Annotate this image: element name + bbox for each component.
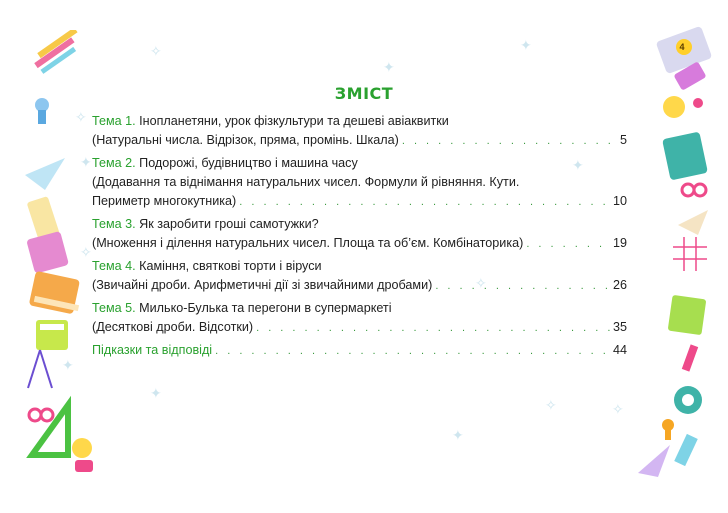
toc-entry-topic-2[interactable] [92,154,627,212]
set-square-icon [32,405,68,455]
sparkle-icon: ✧ [545,397,557,413]
hints-label: Підказки та відповіді [92,343,213,357]
page-number: 35 [612,320,627,334]
topic-number: Тема 4. [92,259,136,273]
topic-subtitle: (Множення і ділення натуральних чисел. Площа та об’єм. Комбінаторика) [92,236,524,250]
emoji-icon [72,438,92,458]
sparkle-icon: ✦ [520,37,532,53]
dot-leader [526,235,610,254]
dot-leader [435,277,610,296]
paper-plane-icon [678,210,708,235]
topic-title: Милько-Булька та перегони в супермаркеті [135,301,392,315]
paper-plane-icon [638,445,670,477]
sparkle-icon: ✧ [612,401,624,417]
page-number: 44 [612,343,627,357]
notebook-icon [26,231,69,274]
sparkle-icon: ✦ [80,154,92,170]
sparkle-icon: ✦ [452,427,464,443]
sparkle-icon: ✦ [572,157,584,173]
marker-icon [682,344,698,371]
pushpin-icon [662,419,674,440]
topic-number: Тема 1. [92,114,136,128]
toc-entry-topic-3[interactable] [92,215,627,254]
book-icon [29,271,80,315]
page-number: 5 [619,133,627,147]
topic-subtitle: (Звичайні дроби. Арифметичні дії зі звичайними дробами) [92,278,433,292]
toc-entry-topic-1[interactable] [92,112,627,151]
sparkle-icon: ✧ [80,244,92,260]
dot-leader [215,342,610,361]
highlighter-icon [674,434,698,466]
topic-title: Каміння, святкові торти і віруси [135,259,322,273]
sparkle-icon: ✧ [475,275,487,291]
sharpener-icon [674,386,702,414]
sparkle-icon: ✧ [150,43,162,59]
page-number: 10 [612,194,627,208]
topic-number: Тема 5. [92,301,136,315]
eraser-icon [75,460,93,472]
topic-title: Подорожі, будівництво і машина часу [135,156,358,170]
topic-title: Як заробити гроші самотужки? [135,217,319,231]
page-number: 26 [612,278,627,292]
sparkle-icon: ✦ [150,385,162,401]
topic-subtitle: (Додавання та віднімання натуральних чисел. Формули й рівняння. Кути. [92,175,520,189]
sparkle-icon: ✦ [383,59,395,75]
book-icon [662,132,708,181]
tic-tac-toe-icon [673,237,707,271]
pencils-icon [34,30,77,74]
toc-entry-hints-and-answers[interactable] [92,341,627,361]
toc-entry-topic-4[interactable] [92,257,627,296]
topic-number: Тема 2. [92,156,136,170]
paper-plane-icon [25,158,65,190]
dot-leader [402,132,617,151]
topic-subtitle: (Десяткові дроби. Відсотки) [92,320,254,334]
sparkle-icon: ✧ [75,109,87,125]
scissors-icon [29,409,53,421]
topic-number: Тема 3. [92,217,136,231]
scissors-icon [682,184,706,196]
dot-leader [256,319,610,338]
topic-subtitle: (Натуральні числа. Відрізок, пряма, промінь. Шкала) [92,133,399,147]
topic-subtitle-continued: Периметр многокутника) [92,194,237,208]
compass-icon [28,350,52,388]
calculator-icon [36,320,68,350]
sparkle-icon: ✦ [62,357,74,373]
toc-entry-topic-5[interactable] [92,299,627,338]
page-number: 19 [612,236,627,250]
dot-leader [239,193,610,212]
toc-heading: ЗМІСТ [334,84,394,103]
corner-page-number: 4 [679,42,685,52]
topic-title: Інопланетяни, урок фізкультури та дешеві авіаквитки [135,114,449,128]
sticky-notes-icon [668,295,707,335]
